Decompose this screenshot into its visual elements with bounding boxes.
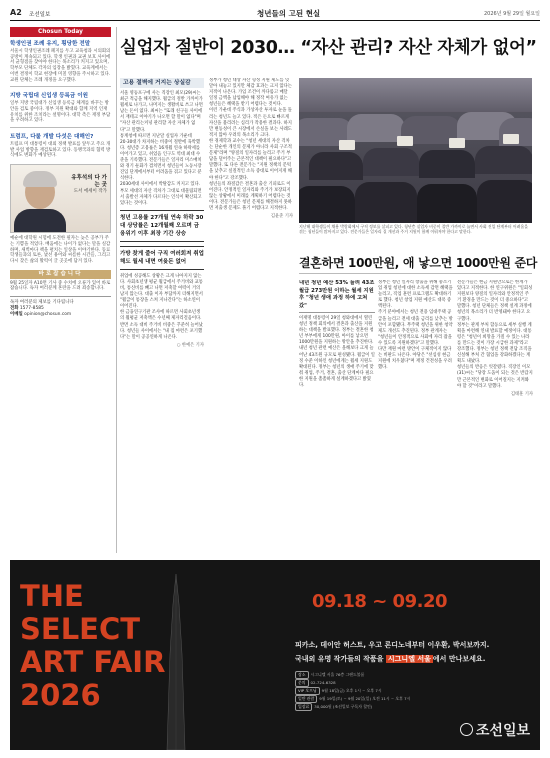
sidebar-tag: Chosun Today [10, 27, 111, 37]
email-address[interactable]: opinion@chosun.com [24, 312, 72, 318]
issue-date: 2026년 9월 29일 월요일 [483, 11, 540, 17]
article-column-5 [457, 280, 533, 553]
photo-placard [397, 136, 413, 146]
main-headline: 실업자 절반이 2030… “자산 관리? 자산 자체가 없어” [120, 38, 537, 58]
article-paragraph: 서울 영등포구에 사는 직장인 최모(29)씨는 최근 적금을 해지했다. 월급의 절반 가까이가 월세로 나가고, 나머지는 생활비로 쓰고 나면 남는 돈이 없다. 최씨는 "또래 친구들 사이에서 재테크 이야기가 나오면 할 말이 없다"며 "자산 관리는커녕 관리할 자산 자체가 없다"고 말했다. [120, 91, 203, 133]
correction-bar: 바로잡습니다 [10, 270, 111, 279]
sidebar [10, 27, 111, 553]
article-subhead: 내년 청년 예산 53% 늘려 43조 월급 273만원 이하는 월세 지원 후 "청년 생애 과정 하에 고쳐 갔" [299, 280, 375, 313]
article-paragraph: 취업에 성공해도 상황은 크게 나아지지 않는다. 사회초년생 평균 월급에서 주거비와 교통비, 통신비를 빼고 나면 저축할 여력이 거의 남지 않는다. 대출 이자 부담까지 더해지면서 "월급이 통장을 스쳐 지나간다"는 하소연이 이어진다. [120, 273, 203, 310]
portrait-hair [23, 171, 57, 187]
byline: 김태훈 기자 [510, 391, 533, 397]
article-paragraph: 정부는 청년 일자리 창출을 위해 중소기업 취업 청년에 대한 소득세 감면 혜택을 늘리고, 직업 훈련 프로그램도 확대하기로 했다. 청년 창업 지원 예산도 대폭 증액된다. [378, 280, 453, 310]
ad-info-row [295, 679, 531, 687]
photo-person [363, 148, 419, 176]
article-column-4 [378, 280, 454, 553]
photo-placard [339, 140, 355, 150]
ad-info-label: 일반 관람 [295, 695, 317, 703]
ad-info-row [295, 695, 531, 703]
sidebar-item-headline[interactable]: 트럼프, 다룰 개발 다섯은 대해인? [10, 134, 94, 141]
email-label: 이메일 [10, 312, 23, 318]
column-divider [116, 27, 117, 553]
sidebar-item-headline[interactable]: 지방 국립대 신입생 등록금 이원 [10, 93, 89, 100]
sub-headline-rule [299, 273, 532, 274]
page-header [10, 8, 540, 21]
ad-brand-name: 조선일보 [475, 723, 530, 739]
ad-info-label: VIP 오프닝 [295, 687, 320, 695]
ad-info-row [295, 703, 531, 711]
ad-info-label: 문의 [295, 679, 309, 687]
ad-venue-highlight: 시그니엘 서울 [387, 655, 431, 663]
ad-info-text: 9월 19일(토) ~ 9월 20일(일) 오전 11시 ~ 오후 7시 [319, 696, 411, 701]
section-title: 청년들의 고된 현실 [257, 9, 321, 18]
sidebar-item-text: 트럼프 미 대통령이 대외 정책 발표를 앞두고 주요 개발 사업 방향을 재검토하고 있다. 동맹국과의 협력 방식에도 변화가 예상된다. [10, 142, 111, 159]
ad-info-row [295, 687, 531, 695]
ad-title-line: 2026 [20, 678, 101, 712]
ad-info-text: 9월 18일(금) 오후 1시 ~ 오후 7시 [321, 688, 382, 693]
ad-title-line: THE [20, 579, 84, 613]
article-paragraph: 청년들의 좌절감은 결혼과 출산 기피로도 이어진다. 안정적인 일자리와 주거가 보장되지 않는 상황에서 미래를 계획하기 어렵다는 것이다. 전문가들은 청년 문제를 해결하지 못하면 저출생 문제도 풀기 어렵다고 지적한다. [209, 181, 292, 211]
article-paragraph: 정부는 관계 부처 합동으로 세부 실행 계획을 마련해 연내 발표할 예정이다. 대통령은 "청년이 희망을 가질 수 있는 나라를 만드는 것이 가장 시급한 과제"라고 강조했다. 정부는 청년 정책 전담 조직을 신설해 부처 간 협업을 강화하겠다는 계획도 내놨다. [457, 322, 532, 365]
ad-title-line: ART FAIR [20, 645, 166, 679]
news-photo [299, 78, 532, 223]
ad-date-range: 09.18 ~ 09.20 [312, 591, 447, 612]
ad-description-line2 [295, 654, 535, 664]
photo-person [475, 146, 532, 174]
sidebar-item-text: 서울시 학생인권조례 폐지를 두고 교육청과 시의회의 공방이 계속되고 있다. 학생 인권과 교권 보호 사이에서 균형점을 찾아야 한다는 목소리가 커지고 있으며, 학부모 단체도 각자의 입장을 밝혔다. 교육계에서는 이번 결정이 학교 현장에 미칠 영향을 주시하고 있다. 교원 단체는 조례 개정을 요구했다. [10, 49, 111, 83]
article-paragraph: 주거 분야에서는 청년 전용 임대주택 공급을 늘리고 전세 대출 금리를 낮추는 방안이 포함됐다. 무주택 청년을 위한 청약 제도 개선도 추진된다. 정부 관계자는 "청년들이 안정적으로 사회에 자리 잡을 수 있도록 지원하겠다"고 말했다. [378, 310, 453, 346]
ad-info-row [295, 671, 531, 679]
article-paragraph: 내년 청년 관련 예산은 올해보다 크게 늘어난 43조원 규모로 편성됐다. 월급이 일정 수준 이하인 청년에게는 월세 지원도 확대된다. 정부는 청년의 생애 주기에 맞춰 취업, 주거, 결혼, 출산 단계마다 필요한 지원을 촘촘하게 설계하겠다고 밝혔다. [299, 346, 375, 389]
article-paragraph: 정부가 청년 대상 자산 형성 지원 제도를 잇달아 내놓고 있지만 체감 효과는 크지 않다는 지적이 나온다. 가입 조건이 까다롭고 매달 일정 금액을 납입해야 해 정작 여유가 없는 청년들은 혜택을 받기 어렵다는 것이다. [209, 78, 292, 108]
column-text: 예순에 대학원 시험에 도전한 필자는 늦은 공부가 주는 기쁨을 적었다. 배움에는 나이가 없다는 말을 실감하며, 새벽마다 책을 펼치는 일상을 이야기한다. 동료 학생들과의 토론, 낯선 용어와 씨름한 시간들, 그리고 다시 찾은 삶의 활력이 글 곳곳에 담겨 있다. [10, 236, 111, 264]
ad-info-text: 30,000원 (조선일보 구독자 할인) [314, 704, 373, 709]
ad-line2-suffix: 에서 만나보세요. [432, 655, 486, 663]
photo-person [417, 184, 477, 223]
byline: 김윤준 기자 [270, 214, 293, 220]
sidebar-item[interactable] [10, 41, 111, 83]
article-paragraph: 한 금융연구기관 조사에 따르면 사회초년생의 월평균 저축액은 수년째 제자리걸음이다. 반면 소득 대비 주거비 비중은 꾸준히 늘어났다. 청년들 사이에서는 "내 집 마련은 포기했다"는 말이 공공연하게 나온다. [120, 310, 203, 340]
ad-dates [312, 591, 540, 612]
article-paragraph: 이재명 대통령이 29일 청와대에서 열린 청년 정책 회의에서 결혼과 출산을 지원하는 대책을 발표했다. 정부는 결혼한 청년 부부에게 100만원, 아이를 낳으면 1000만원을 지원하는 방안을 추진한다. [299, 316, 374, 346]
contact-label: 독자 여러분의 제보를 기다립니다 [10, 300, 74, 306]
sidebar-item[interactable] [10, 127, 111, 159]
pull-quote: 청년 고용률 27개월 연속 하락 30대 상당률은 12개월째 오르며 금융위기 이후 최장 기간 상승 [120, 210, 204, 242]
article-paragraph: 통계청에 따르면 지난달 실업자 가운데 20·30대가 차지하는 비중이 절반에 육박했다. 청년층 고용률은 16개월 연속 하락세를 이어가고 있고, 쉬었음 인구도 역대 최대 수준을 기록했다. 전문가들은 일자리 미스매치와 경기 둔화가 겹치면서 청년들이 노동시장 진입 단계에서부터 어려움을 겪고 있다고 분석한다. [120, 133, 202, 182]
portrait-suit [14, 209, 66, 233]
paper-name: 조선일보 [29, 12, 51, 18]
page-number: A2 [10, 8, 22, 17]
ad-line2-prefix: 국내외 유명 작가들의 작품을 [295, 655, 386, 663]
sidebar-item-headline[interactable]: 학생인권 조례 유지, 횡당한 전말 [10, 41, 91, 47]
article-paragraph: 전문가들은 현금 지원만으로는 한계가 있다고 지적한다. 한 연구위원은 "일회성 지원보다 양질의 일자리와 안정적인 주거 환경을 만드는 것이 더 중요하다"고 말했다. 청년 단체들은 정책 설계 과정에 청년의 목소리가 더 반영돼야 한다고 요구했다. [457, 280, 533, 322]
ad-info-label: 장소 [295, 671, 309, 679]
portrait-caption [67, 175, 107, 195]
article-paragraph: 한 경제학과 교수는 "청년 세대의 자산 격차는 단순한 개인의 문제가 아니라 사회 구조적 문제"라며 "양질의 일자리를 늘리고 주거 부담을 덜어주는 근본적인 대책이 필요하다"고 말했다. 또 다른 전문가는 "지원 정책의 문턱을 낮추고 실질적인 소득 증대로 이어지게 해야 한다"고 강조했다. [209, 138, 292, 181]
phone-label: 전화 [10, 306, 19, 312]
ad-title-line: SELECT [20, 612, 141, 646]
photo-person [477, 180, 532, 223]
columnist-portrait [10, 164, 111, 233]
photo-caption: 지난해 대학생들이 채용 박람회에서 구직 정보를 살피고 있다. 청년층 실업자 비중이 절반 가까이로 늘면서 사회 진입 단계부터 어려움을 겪는 청년들이 많아지고 있다. 전문가들은 일자리 질 개선과 주거 지원이 함께 이뤄져야 한다고 말한다. [299, 224, 528, 235]
chosun-logo-icon [460, 723, 473, 736]
article-paragraph: 청년들의 반응은 엇갈렸다. 직장인 이모(31)씨는 "당장 도움이 되는 것은 반갑지만 근본적인 변화로 이어질지는 지켜봐야 할 것"이라고 말했다. [457, 365, 533, 389]
article-column-3 [299, 280, 375, 553]
ad-description-line1: 피카소, 데이안 허스트, 우고 론디노네부터 이우환, 박서보까지. [295, 641, 490, 649]
pull-quote-2: 가방 찾게 줄어 구직 여러회져 취업해도 월세 내면 여윳돈 없어 [120, 246, 204, 270]
columnist-name: 유후석의 다 가는 곳 [71, 175, 107, 189]
correction-text: 9월 25일자 A10면 기사 중 수치에 오류가 있어 바로잡습니다. 독자 여러분께 혼란을 드려 죄송합니다. [10, 280, 111, 292]
ad-info-label: 입장료 [295, 703, 312, 711]
photo-placard [449, 138, 465, 148]
art-fair-ad[interactable] [10, 560, 540, 750]
photo-background [299, 78, 532, 112]
sub-headline: 결혼하면 100만원, 애 낳으면 1000만원 준다 [299, 256, 538, 270]
article-paragraph: 2030세대 사이에서 박탈감도 커지고 있다. 부모 세대의 자산 격차가 그대로 대물림되면서 출발선 자체가 다르다는 인식이 확산되고 있다는 것이다. [120, 182, 202, 206]
ad-info-text: 시그니엘 서울 76층 그랜드볼룸 [310, 672, 365, 677]
sidebar-item[interactable] [10, 86, 111, 124]
photo-person [355, 182, 417, 223]
columnist-role: 도서 에세이 작가 [73, 189, 107, 195]
phone-number[interactable]: 1577-8585 [19, 306, 44, 312]
ad-info-text: 02-724-6328 [310, 680, 336, 685]
article-subhead: 고용 절벽에 거지는 상실감 [120, 78, 204, 88]
contact-box [10, 296, 111, 318]
article-paragraph: 이런 가운데 주식과 가상자산 투자로 눈을 돌리는 청년도 늘고 있다. 적은 돈으로 빠르게 자산을 불리려는 심리가 작용한 결과다. 하지만 변동성이 큰 시장에서 손실을 보는 사례도 적지 않아 우려의 목소리가 크다. [209, 108, 292, 138]
byline: ○ 한예은 기자 [176, 342, 204, 348]
ad-info-list [295, 671, 531, 711]
article-column-1 [120, 78, 204, 553]
article-column-2 [209, 78, 293, 553]
photo-placard [503, 134, 519, 144]
photo-person [309, 152, 363, 180]
ad-brand [460, 720, 530, 740]
sidebar-item-text: 일부 지방 국립대가 신입생 등록금 체계를 바꾸는 방안을 검토 중이다. 정부 지원 확대와 함께 지역 인재 유치를 위한 조치라는 설명이다. 대학 측은 재정 부담을 우려하고 있다. [10, 101, 111, 124]
article-paragraph: 다만 재원 마련 방안이 구체적이지 않다는 비판도 나온다. 야당은 "선심성 현금 지원에 치우쳤다"며 재정 건전성을 우려했다. [378, 347, 452, 371]
photo-person [419, 150, 475, 178]
tower-icon [162, 574, 190, 750]
photo-person [299, 186, 355, 223]
